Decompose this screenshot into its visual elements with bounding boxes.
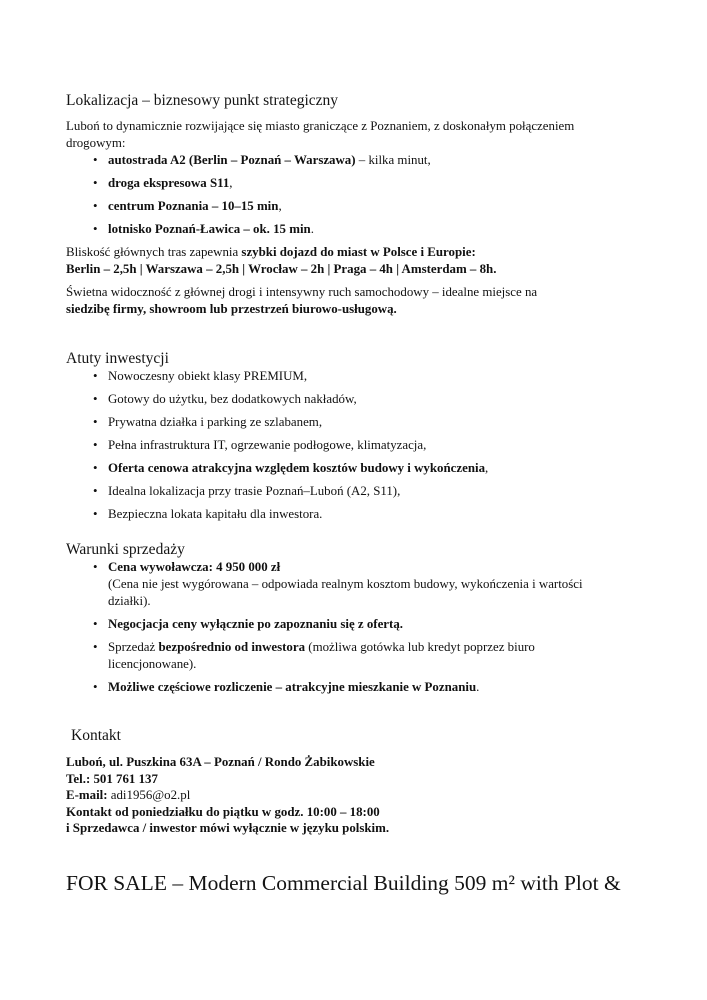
list-item (66, 391, 651, 408)
list-item (66, 483, 651, 500)
bullet-regular-text: Pełna infrastruktura IT, ogrzewanie podłogowe, klimatyzacja, (108, 438, 427, 452)
list-item (66, 460, 651, 477)
access-paragraph (66, 244, 651, 278)
list-item (66, 437, 651, 454)
sale-bold-text: bezpośrednio od inwestora (158, 640, 306, 654)
access-bold-text: szybki dojazd do miast w Polsce i Europie: (241, 245, 476, 259)
bullet-regular-text: Idealna lokalizacja przy trasie Poznań–Luboń (A2, S11), (108, 484, 401, 498)
access-regular-text: Bliskość głównych tras zapewnia (66, 245, 242, 259)
price-bold-text: Cena wywoławcza: 4 950 000 zł (108, 560, 281, 574)
list-item-negotiation (66, 616, 651, 633)
list-item (66, 198, 651, 215)
bullet-regular-text: , (278, 199, 282, 213)
list-item-settlement (66, 679, 651, 696)
document-content (66, 91, 651, 897)
contact-block (66, 754, 651, 837)
list-item (66, 221, 651, 238)
bullet-regular-text: Gotowy do użytku, bez dodatkowych nakładów, (108, 392, 357, 406)
bullet-regular-text: Nowoczesny obiekt klasy PREMIUM, (108, 369, 308, 383)
bullet-regular-text: . (310, 222, 314, 236)
bullet-bold-text: centrum Poznania – 10–15 min (108, 199, 279, 213)
sale-pre-text: Sprzedaż (108, 640, 159, 654)
section-heading-advantages: Atuty inwestycji (66, 350, 169, 367)
section-heading-contact: Kontakt (71, 727, 121, 744)
list-item (66, 175, 651, 192)
bullet-bold-text: Oferta cenowa atrakcyjna względem kosztów budowy i wykończenia (108, 461, 486, 475)
negotiation-bold-text: Negocjacja ceny wyłącznie po zapoznaniu się z ofertą. (108, 617, 403, 631)
bullet-bold-text: lotnisko Poznań-Ławica – ok. 15 min (108, 222, 311, 236)
advantages-bullet-list (66, 368, 651, 523)
contact-phone: Tel.: 501 761 137 (66, 771, 158, 786)
bullet-regular-text: Prywatna działka i parking ze szlabanem, (108, 415, 323, 429)
contact-hours: Kontakt od poniedziałku do piątku w godz. 10:00 – 18:00 (66, 804, 380, 819)
listing-title: FOR SALE – Modern Commercial Building 509 m² with Plot & (66, 870, 621, 895)
sale-rest-line1: (możliwa gotówka lub kredyt poprzez biuro (305, 640, 535, 654)
sale-rest-line2: licencjonowane). (108, 657, 197, 671)
settlement-bold-text: Możliwe częściowe rozliczenie – atrakcyjne mieszkanie w Poznaniu (108, 680, 477, 694)
location-intro-line1: Luboń to dynamicznie rozwijające się miasto graniczące z Poznaniem, z doskonałym połączeniem (66, 119, 575, 133)
price-note-line2: działki). (108, 594, 151, 608)
contact-language: i Sprzedawca / inwestor mówi wyłącznie w języku polskim. (66, 821, 390, 836)
list-item (66, 414, 651, 431)
terms-bullet-list (66, 559, 651, 696)
list-item (66, 506, 651, 523)
visibility-regular-text: Świetna widoczność z głównej drogi i intensywny ruch samochodowy – idealne miejsce na (66, 285, 538, 299)
contact-email-label: E-mail: (66, 788, 108, 803)
location-intro (66, 118, 651, 152)
contact-address: Luboń, ul. Puszkina 63A – Poznań / Rondo Żabikowskie (66, 755, 375, 769)
list-item (66, 152, 651, 169)
location-bullet-list (66, 152, 651, 238)
price-note-line1: (Cena nie jest wygórowana – odpowiada realnym kosztom budowy, wykończenia i wartości (108, 577, 583, 591)
bullet-regular-text: , (485, 461, 489, 475)
bullet-regular-text: Bezpieczna lokata kapitału dla inwestora. (108, 507, 323, 521)
visibility-paragraph (66, 284, 651, 318)
section-heading-location: Lokalizacja – biznesowy punkt strategiczny (66, 92, 339, 109)
bullet-bold-text: autostrada A2 (Berlin – Poznań – Warszawa) (108, 153, 356, 167)
list-item-price (66, 559, 651, 610)
visibility-bold-text: siedzibę firmy, showroom lub przestrzeń biurowo-usługową. (66, 302, 397, 316)
section-heading-terms: Warunki sprzedaży (66, 541, 185, 558)
list-item-sale (66, 639, 651, 673)
bullet-bold-text: droga ekspresowa S11 (108, 176, 230, 190)
bullet-regular-text: , (229, 176, 233, 190)
contact-email-value: adi1956@o2.pl (107, 788, 191, 803)
bullet-regular-text: – kilka minut, (355, 153, 431, 167)
contact-email-line (66, 787, 651, 804)
list-item (66, 368, 651, 385)
access-cities-text: Berlin – 2,5h | Warszawa – 2,5h | Wrocław – 2h | Praga – 4h | Amsterdam – 8h. (66, 262, 497, 276)
location-intro-line2: drogowym: (66, 136, 126, 150)
settlement-rest-text: . (476, 680, 480, 694)
